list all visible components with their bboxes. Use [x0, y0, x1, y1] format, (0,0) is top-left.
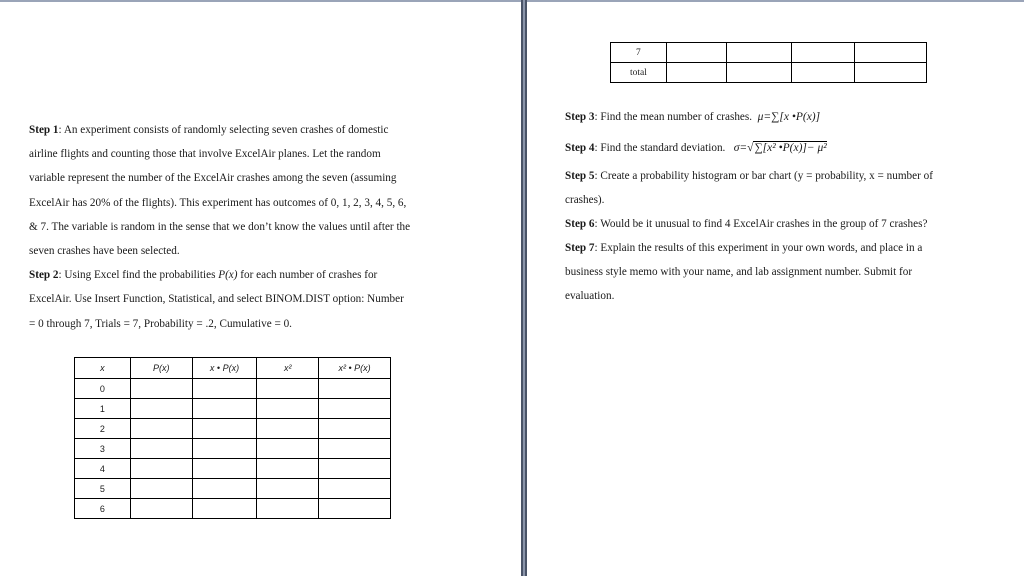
step3-line [565, 105, 1010, 129]
x2px-cell[interactable] [855, 43, 927, 63]
px-cell[interactable] [130, 499, 192, 519]
xpx-cell[interactable] [726, 43, 792, 63]
px-cell[interactable] [130, 439, 192, 459]
probability-table [74, 357, 391, 519]
std-formula-root: ∑[x² •P(x)] [754, 142, 807, 154]
x2px-cell[interactable] [319, 479, 391, 499]
xpx-cell[interactable] [192, 439, 257, 459]
table-row [75, 459, 391, 479]
x-cell: 6 [75, 499, 131, 519]
step1-paragraph [29, 118, 499, 336]
step5-line-1 [565, 164, 1010, 188]
x-cell: 7 [611, 43, 667, 63]
step5-line-2: crashes). [565, 194, 605, 207]
page-gutter-highlight [523, 0, 525, 576]
sqrt-icon: √ [747, 142, 754, 154]
step2-line-3: = 0 through 7, Trials = 7, Probability = .2, Cumulative = 0. [29, 317, 292, 330]
x2-cell[interactable] [792, 43, 855, 63]
x2-cell[interactable] [257, 379, 319, 399]
step5-block [565, 164, 1010, 212]
x2px-cell[interactable] [319, 379, 391, 399]
mean-formula: μ=∑[x •P(x)] [757, 111, 821, 123]
x2px-cell[interactable] [319, 439, 391, 459]
x2-cell[interactable] [257, 479, 319, 499]
table-total-row [611, 63, 927, 83]
x-cell: 2 [75, 419, 131, 439]
x-cell: 5 [75, 479, 131, 499]
step3-label: Step 3 [565, 111, 595, 123]
step1-text-1: : An experiment consists of randomly selecting seven crashes of domestic [58, 124, 389, 136]
table-row [75, 419, 391, 439]
step7-text-1: : Explain the results of this experiment in your own words, and place in a [594, 242, 923, 254]
x2-cell[interactable] [257, 399, 319, 419]
x2-cell[interactable] [792, 63, 855, 83]
xpx-cell[interactable] [192, 459, 257, 479]
x2-cell[interactable] [257, 439, 319, 459]
step7-line-1 [565, 236, 1010, 260]
header-x: x [75, 358, 131, 379]
table-header-row [75, 358, 391, 379]
table-row [75, 399, 391, 419]
xpx-cell[interactable] [192, 499, 257, 519]
header-px: P(x) [130, 358, 192, 379]
x-cell: 0 [75, 379, 131, 399]
step6-text: : Would be it unusual to find 4 ExcelAir crashes in the group of 7 crashes? [594, 218, 928, 230]
x-cell: 4 [75, 459, 131, 479]
step4-line [565, 136, 1010, 160]
header-x2-px: x² • P(x) [319, 358, 391, 379]
x2-cell[interactable] [257, 459, 319, 479]
step7-line-3: evaluation. [565, 290, 615, 303]
xpx-cell[interactable] [192, 419, 257, 439]
header-x2: x² [257, 358, 319, 379]
step3-text: : Find the mean number of crashes. [594, 111, 753, 123]
step5-text-1: : Create a probability histogram or bar chart (y = probability, x = number of [594, 170, 933, 182]
step7-label: Step 7 [565, 242, 595, 254]
xpx-cell[interactable] [192, 399, 257, 419]
std-formula-post: − μ² [806, 142, 827, 154]
px-cell[interactable] [666, 63, 726, 83]
step1-line-5: & 7. The variable is random in the sense that we don’t know the values until after the [29, 220, 411, 233]
step1-line-3: variable represent the number of the ExcelAir crashes among the seven (assuming [29, 172, 397, 185]
px-cell[interactable] [666, 43, 726, 63]
x2px-cell[interactable] [319, 419, 391, 439]
std-formula-radicand [753, 141, 826, 155]
step5-label: Step 5 [565, 170, 595, 182]
total-label: total [611, 63, 667, 83]
step1-label: Step 1 [29, 124, 59, 136]
x2px-cell[interactable] [319, 499, 391, 519]
std-formula-prefix: σ= [733, 142, 748, 154]
step6-line [565, 212, 1010, 236]
xpx-cell[interactable] [192, 479, 257, 499]
step6-label: Step 6 [565, 218, 595, 230]
step1-line-6: seven crashes have been selected. [29, 245, 180, 258]
step2-px: P(x) [218, 269, 238, 282]
x2px-cell[interactable] [855, 63, 927, 83]
step1-line-4: ExcelAir has 20% of the flights). This experiment has outcomes of 0, 1, 2, 3, 4, 5, 6, [29, 196, 407, 209]
table-row [75, 479, 391, 499]
x2px-cell[interactable] [319, 399, 391, 419]
table-row [75, 499, 391, 519]
x2-cell[interactable] [257, 499, 319, 519]
step1-line-1 [29, 118, 499, 142]
px-cell[interactable] [130, 459, 192, 479]
x-cell: 1 [75, 399, 131, 419]
step7-line-2: business style memo with your name, and lab assignment number. Submit for [565, 266, 913, 279]
step4-text: : Find the standard deviation. [594, 142, 726, 154]
step1-line-2: airline flights and counting those that involve ExcelAir planes. Let the random [29, 148, 381, 161]
step2-text-1a: : Using Excel find the probabilities [58, 269, 219, 282]
table-row [75, 379, 391, 399]
px-cell[interactable] [130, 379, 192, 399]
probability-table-continued [610, 42, 927, 83]
xpx-cell[interactable] [192, 379, 257, 399]
table-row [75, 439, 391, 459]
table-row [611, 43, 927, 63]
px-cell[interactable] [130, 419, 192, 439]
x2px-cell[interactable] [319, 459, 391, 479]
px-cell[interactable] [130, 479, 192, 499]
xpx-cell[interactable] [726, 63, 792, 83]
step7-block [565, 236, 1010, 309]
x2-cell[interactable] [257, 419, 319, 439]
header-x-px: x • P(x) [192, 358, 257, 379]
step2-line-1 [29, 263, 499, 287]
step4-label: Step 4 [565, 142, 595, 154]
step2-text-1b: for each number of crashes for [237, 269, 378, 282]
step2-line-2: ExcelAir. Use Insert Function, Statistical, and select BINOM.DIST option: Number [29, 293, 404, 306]
px-cell[interactable] [130, 399, 192, 419]
x-cell: 3 [75, 439, 131, 459]
step2-label: Step 2 [29, 269, 59, 282]
